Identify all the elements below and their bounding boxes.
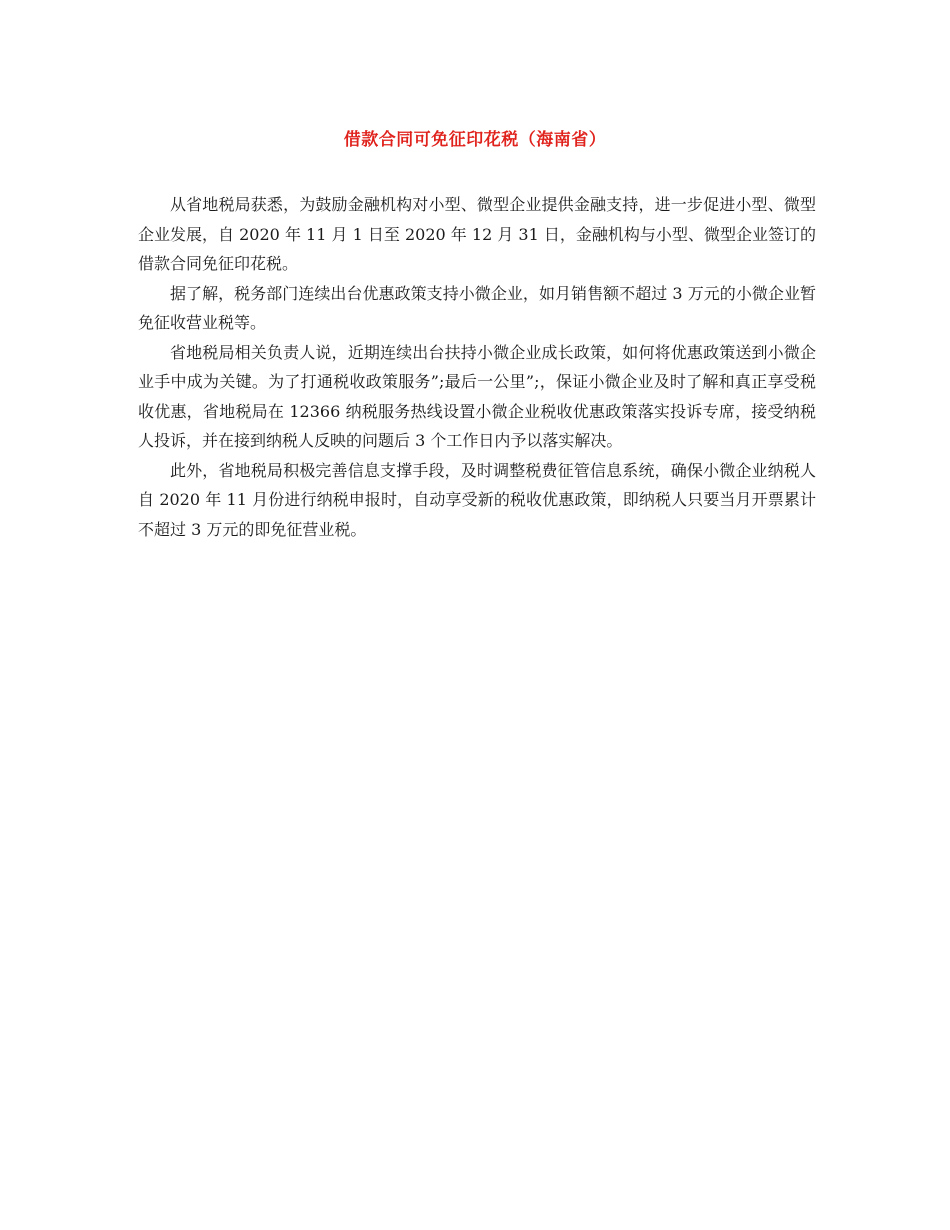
paragraph-1: 从省地税局获悉，为鼓励金融机构对小型、微型企业提供金融支持，进一步促进小型、微型企业发展，自 2020 年 11 月 1 日至 2020 年 12 月 31 日，金融机构与小型、微型企业签订的借款合同免征印花税。 [138,195,816,273]
document-title: 借款合同可免征印花税（海南省） [343,130,607,150]
paragraph-4: 此外，省地税局积极完善信息支撑手段，及时调整税费征管信息系统，确保小微企业纳税人自 2020 年 11 月份进行纳税申报时，自动享受新的税收优惠政策，即纳税人只要当月开票累计不超过 3 万元的即免征营业税。 [138,460,816,539]
document-body [138,190,816,544]
paragraph-3: 省地税局相关负责人说，近期连续出台扶持小微企业成长政策，如何将优惠政策送到小微企业手中成为关键。为了打通税收政策服务”;最后一公里”;，保证小微企业及时了解和真正享受税收优惠，省地税局在 12366 纳税服务热线设置小微企业税收优惠政策落实投诉专席，接受纳税人投诉，并在接到纳税人反映的问题后 3 个工作日内予以落实解决。 [138,342,816,450]
paragraph-2: 据了解，税务部门连续出台优惠政策支持小微企业，如月销售额不超过 3 万元的小微企业暂免征收营业税等。 [138,283,816,332]
